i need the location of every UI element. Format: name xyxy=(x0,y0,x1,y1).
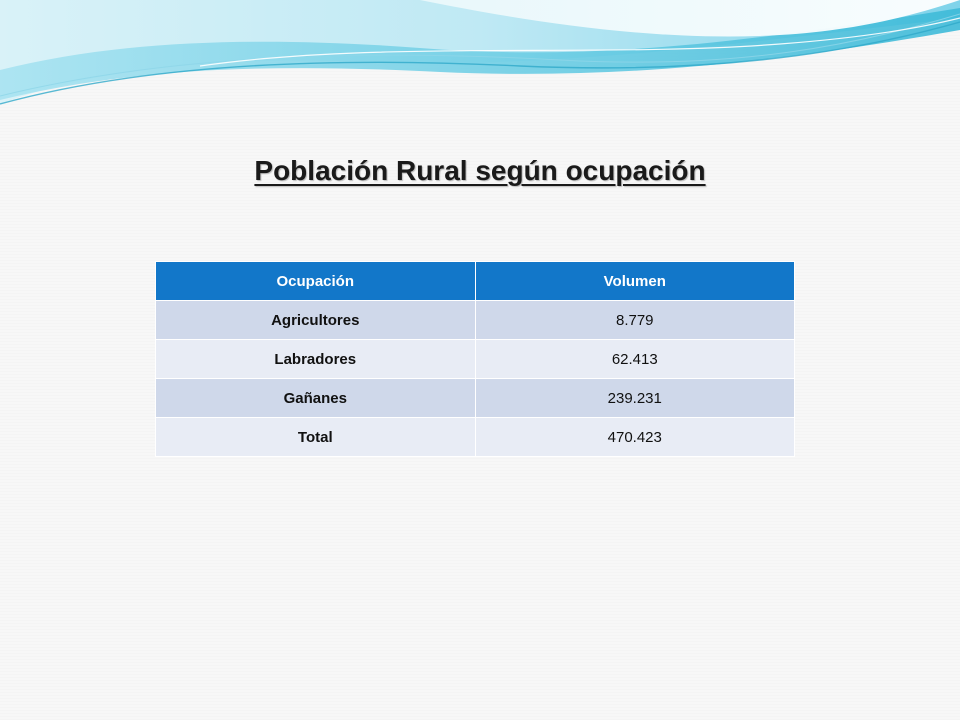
occupation-table xyxy=(155,261,795,457)
slide-title: Población Rural según ocupación xyxy=(254,155,706,186)
volume-cell: 239.231 xyxy=(475,379,794,418)
total-volume-cell: 470.423 xyxy=(475,418,794,457)
table-total-row xyxy=(156,418,795,457)
table-row xyxy=(156,340,795,379)
volume-cell: 62.413 xyxy=(475,340,794,379)
table-row xyxy=(156,301,795,340)
occupation-cell: Gañanes xyxy=(156,379,476,418)
total-label-cell: Total xyxy=(156,418,476,457)
occupation-cell: Agricultores xyxy=(156,301,476,340)
table-header-row xyxy=(156,262,795,301)
column-header-volumen: Volumen xyxy=(475,262,794,301)
table-row xyxy=(156,379,795,418)
volume-cell: 8.779 xyxy=(475,301,794,340)
occupation-cell: Labradores xyxy=(156,340,476,379)
column-header-ocupacion: Ocupación xyxy=(156,262,476,301)
header-wave-decoration xyxy=(0,0,960,120)
